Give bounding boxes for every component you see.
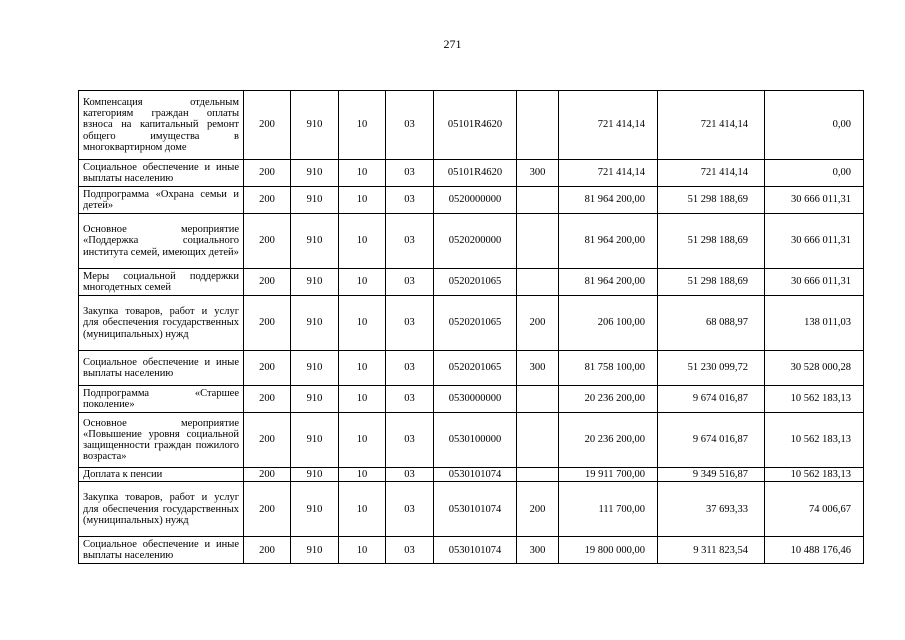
table-row bbox=[79, 482, 864, 537]
col-section: 10 bbox=[339, 296, 386, 351]
row-name: Основное мероприятие «Поддержка социального института семей, имеющих детей» bbox=[79, 214, 244, 269]
col-subsection: 03 bbox=[386, 386, 434, 413]
col-target-article: 0520201065 bbox=[434, 351, 517, 386]
col-code-1: 200 bbox=[244, 160, 291, 187]
col-plan-amount: 20 236 200,00 bbox=[559, 386, 658, 413]
col-plan-amount: 111 700,00 bbox=[559, 482, 658, 537]
col-code-1: 200 bbox=[244, 482, 291, 537]
col-executed-amount: 721 414,14 bbox=[658, 160, 765, 187]
col-subsection: 03 bbox=[386, 269, 434, 296]
table-row bbox=[79, 413, 864, 468]
col-target-article: 0530000000 bbox=[434, 386, 517, 413]
col-target-article: 0530101074 bbox=[434, 482, 517, 537]
table-row bbox=[79, 468, 864, 482]
col-subsection: 03 bbox=[386, 296, 434, 351]
col-code-1: 200 bbox=[244, 537, 291, 564]
col-remaining-amount: 30 666 011,31 bbox=[765, 187, 864, 214]
col-remaining-amount: 0,00 bbox=[765, 91, 864, 160]
table-row bbox=[79, 351, 864, 386]
col-code-2: 910 bbox=[291, 187, 339, 214]
col-remaining-amount: 30 666 011,31 bbox=[765, 269, 864, 296]
col-target-article: 0520000000 bbox=[434, 187, 517, 214]
col-executed-amount: 9 311 823,54 bbox=[658, 537, 765, 564]
col-section: 10 bbox=[339, 160, 386, 187]
col-target-article: 0530101074 bbox=[434, 537, 517, 564]
col-plan-amount: 81 758 100,00 bbox=[559, 351, 658, 386]
col-plan-amount: 206 100,00 bbox=[559, 296, 658, 351]
col-target-article: 05101R4620 bbox=[434, 91, 517, 160]
row-name: Доплата к пенсии bbox=[79, 468, 244, 482]
col-code-2: 910 bbox=[291, 214, 339, 269]
col-executed-amount: 9 349 516,87 bbox=[658, 468, 765, 482]
col-plan-amount: 19 911 700,00 bbox=[559, 468, 658, 482]
table-row bbox=[79, 160, 864, 187]
col-remaining-amount: 10 562 183,13 bbox=[765, 386, 864, 413]
col-subsection: 03 bbox=[386, 91, 434, 160]
col-plan-amount: 81 964 200,00 bbox=[559, 214, 658, 269]
col-remaining-amount: 138 011,03 bbox=[765, 296, 864, 351]
col-executed-amount: 9 674 016,87 bbox=[658, 413, 765, 468]
col-code-1: 200 bbox=[244, 296, 291, 351]
col-plan-amount: 81 964 200,00 bbox=[559, 187, 658, 214]
col-code-2: 910 bbox=[291, 482, 339, 537]
col-expense-type: 300 bbox=[517, 537, 559, 564]
col-code-2: 910 bbox=[291, 351, 339, 386]
col-target-article: 0520201065 bbox=[434, 269, 517, 296]
col-section: 10 bbox=[339, 482, 386, 537]
col-expense-type: 300 bbox=[517, 351, 559, 386]
col-code-2: 910 bbox=[291, 160, 339, 187]
col-code-2: 910 bbox=[291, 269, 339, 296]
col-target-article: 05101R4620 bbox=[434, 160, 517, 187]
row-name: Меры социальной поддержки многодетных семей bbox=[79, 269, 244, 296]
col-section: 10 bbox=[339, 468, 386, 482]
col-executed-amount: 51 298 188,69 bbox=[658, 214, 765, 269]
col-code-1: 200 bbox=[244, 351, 291, 386]
col-remaining-amount: 74 006,67 bbox=[765, 482, 864, 537]
col-code-1: 200 bbox=[244, 468, 291, 482]
col-section: 10 bbox=[339, 413, 386, 468]
col-expense-type: 300 bbox=[517, 160, 559, 187]
col-section: 10 bbox=[339, 269, 386, 296]
col-remaining-amount: 10 562 183,13 bbox=[765, 413, 864, 468]
col-expense-type bbox=[517, 214, 559, 269]
col-expense-type bbox=[517, 91, 559, 160]
col-expense-type bbox=[517, 187, 559, 214]
row-name: Подпрограмма «Охрана семьи и детей» bbox=[79, 187, 244, 214]
col-subsection: 03 bbox=[386, 468, 434, 482]
col-section: 10 bbox=[339, 351, 386, 386]
col-code-2: 910 bbox=[291, 91, 339, 160]
row-name: Компенсация отдельным категориям граждан оплаты взноса на капитальный ремонт общего имущества в многоквартирном доме bbox=[79, 91, 244, 160]
col-target-article: 0520201065 bbox=[434, 296, 517, 351]
col-remaining-amount: 30 666 011,31 bbox=[765, 214, 864, 269]
page-number: 271 bbox=[443, 37, 462, 51]
budget-table bbox=[78, 90, 864, 564]
col-subsection: 03 bbox=[386, 160, 434, 187]
col-subsection: 03 bbox=[386, 351, 434, 386]
col-section: 10 bbox=[339, 187, 386, 214]
col-expense-type: 200 bbox=[517, 482, 559, 537]
table-row bbox=[79, 269, 864, 296]
table-row bbox=[79, 91, 864, 160]
col-code-2: 910 bbox=[291, 386, 339, 413]
row-name: Закупка товаров, работ и услуг для обеспечения государственных (муниципальных) нужд bbox=[79, 482, 244, 537]
col-target-article: 0530100000 bbox=[434, 413, 517, 468]
col-expense-type: 200 bbox=[517, 296, 559, 351]
table-row bbox=[79, 187, 864, 214]
col-remaining-amount: 30 528 000,28 bbox=[765, 351, 864, 386]
col-plan-amount: 19 800 000,00 bbox=[559, 537, 658, 564]
table-row bbox=[79, 386, 864, 413]
col-subsection: 03 bbox=[386, 413, 434, 468]
col-executed-amount: 51 298 188,69 bbox=[658, 187, 765, 214]
col-executed-amount: 721 414,14 bbox=[658, 91, 765, 160]
col-executed-amount: 68 088,97 bbox=[658, 296, 765, 351]
table-row bbox=[79, 537, 864, 564]
row-name: Социальное обеспечение и иные выплаты населению bbox=[79, 537, 244, 564]
col-code-1: 200 bbox=[244, 91, 291, 160]
row-name: Основное мероприятие «Повышение уровня социальной защищенности граждан пожилого возраста» bbox=[79, 413, 244, 468]
col-code-2: 910 bbox=[291, 468, 339, 482]
col-expense-type bbox=[517, 386, 559, 413]
col-remaining-amount: 10 488 176,46 bbox=[765, 537, 864, 564]
col-subsection: 03 bbox=[386, 482, 434, 537]
col-expense-type bbox=[517, 468, 559, 482]
col-target-article: 0520200000 bbox=[434, 214, 517, 269]
col-subsection: 03 bbox=[386, 537, 434, 564]
col-code-2: 910 bbox=[291, 413, 339, 468]
col-section: 10 bbox=[339, 537, 386, 564]
table-row bbox=[79, 214, 864, 269]
col-code-1: 200 bbox=[244, 386, 291, 413]
col-remaining-amount: 0,00 bbox=[765, 160, 864, 187]
col-plan-amount: 721 414,14 bbox=[559, 160, 658, 187]
col-code-1: 200 bbox=[244, 214, 291, 269]
row-name: Социальное обеспечение и иные выплаты населению bbox=[79, 351, 244, 386]
table-row bbox=[79, 296, 864, 351]
col-code-2: 910 bbox=[291, 537, 339, 564]
col-section: 10 bbox=[339, 214, 386, 269]
col-subsection: 03 bbox=[386, 187, 434, 214]
col-section: 10 bbox=[339, 386, 386, 413]
col-executed-amount: 51 230 099,72 bbox=[658, 351, 765, 386]
col-code-1: 200 bbox=[244, 187, 291, 214]
col-executed-amount: 37 693,33 bbox=[658, 482, 765, 537]
col-code-2: 910 bbox=[291, 296, 339, 351]
col-expense-type bbox=[517, 413, 559, 468]
col-plan-amount: 81 964 200,00 bbox=[559, 269, 658, 296]
col-plan-amount: 20 236 200,00 bbox=[559, 413, 658, 468]
col-code-1: 200 bbox=[244, 269, 291, 296]
col-code-1: 200 bbox=[244, 413, 291, 468]
col-remaining-amount: 10 562 183,13 bbox=[765, 468, 864, 482]
col-expense-type bbox=[517, 269, 559, 296]
row-name: Социальное обеспечение и иные выплаты населению bbox=[79, 160, 244, 187]
col-section: 10 bbox=[339, 91, 386, 160]
col-subsection: 03 bbox=[386, 214, 434, 269]
col-executed-amount: 9 674 016,87 bbox=[658, 386, 765, 413]
col-plan-amount: 721 414,14 bbox=[559, 91, 658, 160]
col-executed-amount: 51 298 188,69 bbox=[658, 269, 765, 296]
col-target-article: 0530101074 bbox=[434, 468, 517, 482]
row-name: Закупка товаров, работ и услуг для обеспечения государственных (муниципальных) нужд bbox=[79, 296, 244, 351]
row-name: Подпрограмма «Старшее поколение» bbox=[79, 386, 244, 413]
